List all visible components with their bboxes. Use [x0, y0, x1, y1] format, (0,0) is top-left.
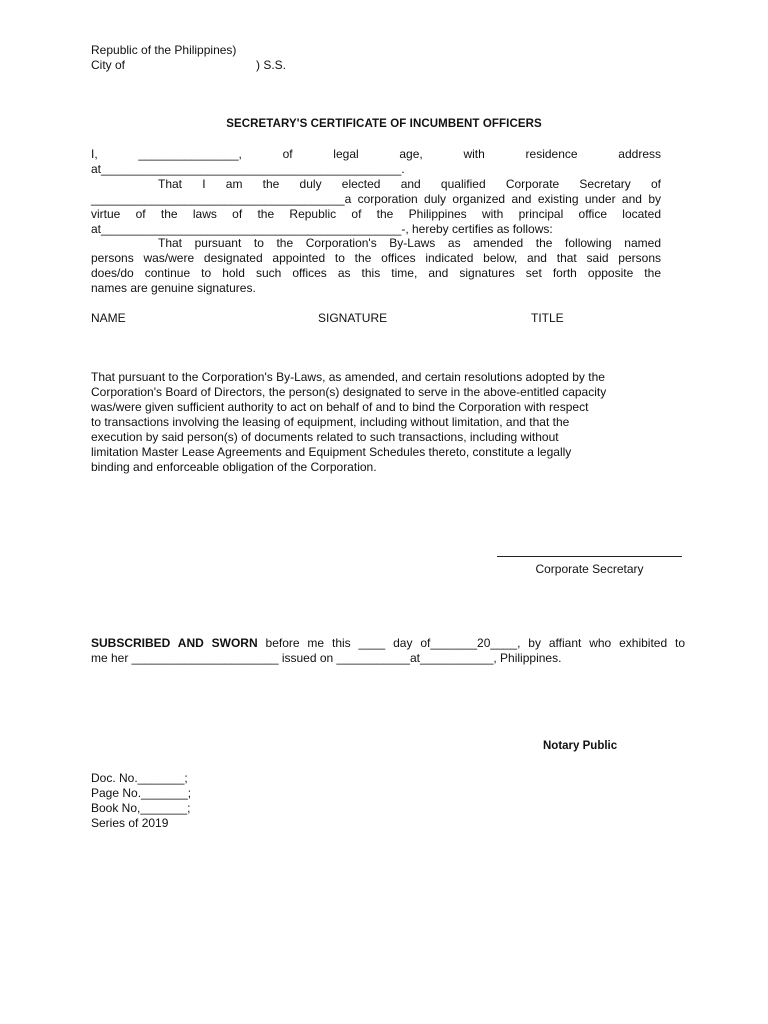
jurat-bold-lead: SUBSCRIBED AND SWORN	[91, 636, 258, 650]
jurat-paragraph	[91, 636, 685, 666]
authority-paragraph	[91, 370, 681, 475]
city-label: City of	[91, 58, 126, 72]
certification-paragraph	[91, 147, 661, 237]
column-title: TITLE	[531, 311, 564, 325]
para3-line6: limitation Master Lease Agreements and Equipment Schedules thereto, constitute a legally	[91, 445, 572, 459]
para3-line7: binding and enforceable obligation of the Corporation.	[91, 460, 377, 474]
para1-line3: ______________________________________a corporation duly organized and existing under and by	[91, 192, 661, 206]
officers-paragraph	[91, 236, 661, 296]
city-line	[91, 58, 661, 73]
column-name: NAME	[91, 311, 126, 325]
jurat-line1	[91, 636, 685, 651]
document-title: SECRETARY'S CERTIFICATE OF INCUMBENT OFFICERS	[226, 118, 542, 130]
notarial-register	[91, 771, 661, 831]
notary-public-label: Notary Public	[543, 740, 618, 752]
para3-line3: was/were given sufficient authority to act on behalf of and to bind the Corporation with respect	[91, 400, 589, 414]
republic-line: Republic of the Philippines)	[91, 43, 237, 57]
para2-line4: names are genuine signatures.	[91, 281, 256, 295]
para3-line5: execution by said person(s) of documents related to such transactions, including without	[91, 430, 559, 444]
para1-line1: I, _______________, of legal age, with residence address at_____________________________________________.	[91, 147, 661, 176]
ss-label: ) S.S.	[256, 58, 287, 72]
para3-line1: That pursuant to the Corporation's By-Laws, as amended, and certain resolutions adopted by the	[91, 370, 605, 384]
doc-number: Doc. No._______;	[91, 771, 188, 785]
column-signature: SIGNATURE	[318, 311, 388, 325]
jurat-line1-rest: before me this ____ day of_______20____, by affiant who exhibited to	[257, 636, 686, 650]
para1-line2: That I am the duly elected and qualified Corporate Secretary of	[158, 177, 661, 191]
para3-line2: Corporation's Board of Directors, the person(s) designated to serve in the above-entitled capacity	[91, 385, 607, 399]
page-number: Page No._______;	[91, 786, 192, 800]
signature-caption: Corporate Secretary	[535, 562, 644, 576]
jurat-line2: me her ______________________ issued on ___________at___________, Philippines.	[91, 651, 562, 665]
para2-line3: does/do continue to hold such offices as this time, and signatures set forth opposite the	[91, 266, 661, 280]
book-number: Book No,_______;	[91, 801, 191, 815]
para3-line4: to transactions involving the leasing of equipment, including without limitation, and that the	[91, 415, 570, 429]
para2-line2: persons was/were designated appointed to the offices indicated below, and that said persons	[91, 251, 661, 265]
para1-line4: virtue of the laws of the Republic of the Philippines with principal office located	[91, 207, 661, 221]
series-year: Series of 2019	[91, 816, 169, 830]
venue-header	[91, 43, 661, 73]
para2-line1: That pursuant to the Corporation's By-Laws as amended the following named	[158, 236, 661, 250]
para1-line5: at_____________________________________________-, hereby certifies as follows:	[91, 222, 553, 236]
signature-line	[497, 556, 682, 557]
